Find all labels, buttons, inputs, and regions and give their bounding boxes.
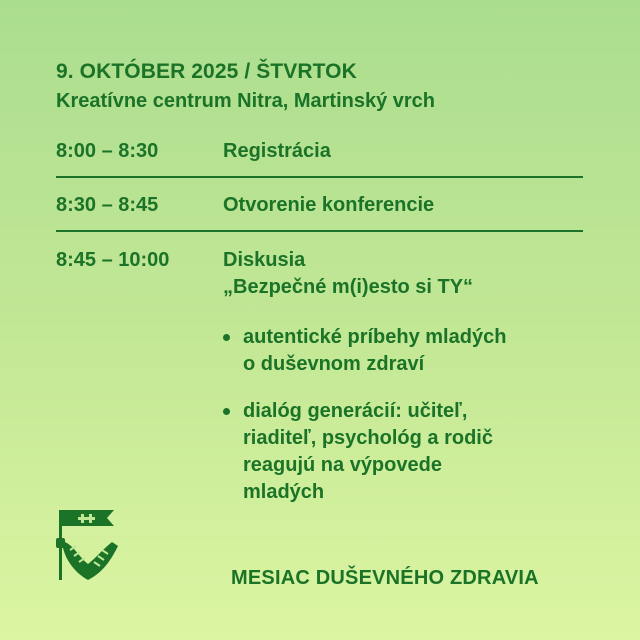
list-item <box>223 324 506 378</box>
session-block <box>223 247 473 301</box>
bullet-dot-icon <box>223 408 230 415</box>
schedule-time: 8:30 – 8:45 <box>56 194 159 216</box>
list-item-line: riaditeľ, psychológ a rodič <box>243 427 493 449</box>
schedule-label: Otvorenie konferencie <box>223 194 435 216</box>
event-header <box>56 58 435 116</box>
list-item-line: autentické príbehy mladých <box>243 326 507 348</box>
bullet-list <box>223 324 506 526</box>
list-item-line: mladých <box>243 481 325 503</box>
session-subtitle: „Bezpečné m(i)esto si TY“ <box>223 276 474 298</box>
schedule-time: 8:00 – 8:30 <box>56 140 159 162</box>
bullet-dot-icon <box>223 334 230 341</box>
event-venue: Kreatívne centrum Nitra, Martinský vrch <box>56 90 436 112</box>
divider <box>56 230 583 232</box>
footer-title: MESIAC DUŠEVNÉHO ZDRAVIA <box>231 567 539 589</box>
session-title: Diskusia <box>223 249 306 271</box>
list-item-line: o duševnom zdraví <box>243 353 425 375</box>
coat-of-arms-flag-icon <box>52 506 124 586</box>
divider <box>56 176 583 178</box>
list-item-line: reagujú na výpovede <box>243 454 442 476</box>
event-date: 9. OKTÓBER 2025 / ŠTVRTOK <box>56 60 357 83</box>
schedule-time: 8:45 – 10:00 <box>56 249 170 271</box>
list-item <box>223 398 506 506</box>
schedule-label: Registrácia <box>223 140 331 162</box>
list-item-line: dialóg generácií: učiteľ, <box>243 400 468 422</box>
